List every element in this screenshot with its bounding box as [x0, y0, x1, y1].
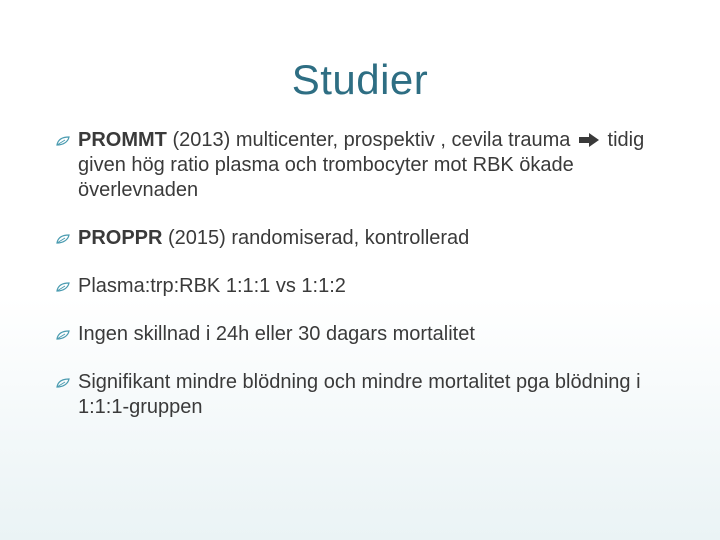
bullet-bold-label: PROMMT [78, 129, 167, 151]
bullet-text: Signifikant mindre blödning och mindre mortalitet pga blödning i 1:1:1-gruppen [78, 371, 641, 418]
bullet-item-proppr [56, 226, 676, 251]
leaf-bullet-icon [56, 136, 70, 146]
bullet-text: (2013) multicenter, prospektiv , cevila trauma [166, 129, 571, 151]
leaf-bullet-icon [56, 282, 70, 292]
bullet-item-ratio [56, 274, 676, 299]
bullet-text-continued: tidig given hög ratio plasma och trombocyter mot RBK ökade överlevnaden [78, 129, 645, 201]
bullet-item-bleeding [56, 370, 676, 420]
slide-title: Studier [291, 56, 429, 103]
bullet-item-mortality [56, 322, 676, 347]
leaf-bullet-icon [56, 378, 70, 388]
leaf-bullet-icon [56, 234, 70, 244]
leaf-bullet-icon [56, 330, 70, 340]
right-arrow-icon [578, 132, 600, 148]
bullet-text: Plasma:trp:RBK 1:1:1 vs 1:1:2 [78, 275, 346, 297]
bullet-list [56, 128, 676, 420]
bullet-item-prommt [56, 128, 676, 203]
bullet-text: (2015) randomiserad, kontrollerad [162, 227, 470, 249]
bullet-bold-label: PROPPR [78, 227, 163, 249]
bullet-text: Ingen skillnad i 24h eller 30 dagars mortalitet [78, 323, 475, 345]
